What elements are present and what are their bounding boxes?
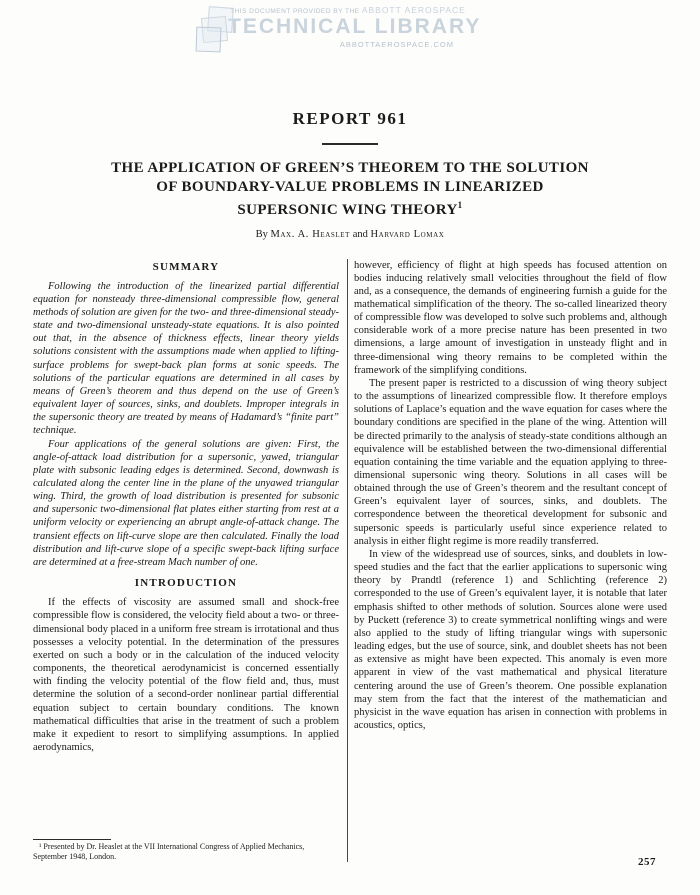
footnote-block <box>33 833 339 862</box>
body-paragraph: The present paper is restricted to a discussion of wing theory subject to the assumptions of linearized compressible flow. It therefore employs solutions of Laplace’s equation and the wave equation for cases where the boundary conditions are specified in the plane of the wing. Attention will be directed primarily to the analysis of steady-state conditions although an equivalence will be established between the two-dimensional differential equation containing the time variable and the equation applying to three-dimensional supersonic wing theory. Solutions in all cases will be obtained through the use of Green’s theorem and the resultant concept of Green’s equivalent layer of sources, sinks, and doublets. The correspondence between the theoretical development for subsonic and supersonic speeds is particularly useful since experience related to analysis in either flight regime is more readily transferred. <box>354 377 667 547</box>
title-line-3 <box>0 196 700 220</box>
watermark <box>228 5 482 49</box>
title-line-3-text: SUPERSONIC WING THEORY <box>237 202 458 218</box>
title-line-2: OF BOUNDARY-VALUE PROBLEMS IN LINEARIZED <box>156 178 544 195</box>
summary-paragraph: Four applications of the general solutions are given: First, the angle-of-attack load distribution for a supersonic, yawed, triangular plate with subsonic leading edges is determined. Second, downwash is calculated along the center line in the plane of the unyawed triangular wing. Third, the growth of load distribution is presented for subsonic and supersonic two-dimensional flat plates either starting from rest at a uniform velocity or experiencing an abrupt angle-of-attack change. The transient effects on lift-curve slope are then calculated. Finally the load distribution and lift-curve slope of a specific swept-back lifting surface are determined at a free-stream Mach number of one. <box>33 438 339 568</box>
right-column <box>354 259 667 862</box>
summary-paragraph: Following the introduction of the linearized partial differential equation for nonsteady three-dimensional compressible flow, general methods of solution are given for the two- and three-dimensional steady-state and two-dimensional unsteady-state equations. It is also pointed out that, in the absence of thickness effects, linear theory yields solutions consistent with the assumptions made when applied to lifting-surface problems for swept-back plan forms at sonic speeds. The solutions of the particular equations are determined in all cases by means of Green’s theorem and thus depend on the use of Green’s equivalent layer of sources, sinks, and doublets. Improper integrals in the supersonic theory are treated by means of Hadamard’s “finite part” technique. <box>33 280 339 437</box>
watermark-technical-library: TECHNICAL LIBRARY <box>228 15 482 38</box>
watermark-website: ABBOTTAEROSPACE.COM <box>339 40 454 49</box>
footnote-text: ¹ Presented by Dr. Heaslet at the VII International Congress of Applied Mechanics, September 1948, London. <box>33 841 305 861</box>
byline-conjunction: and <box>352 228 368 240</box>
abbott-aerospace-logo-icon <box>196 7 242 57</box>
report-number: REPORT 961 <box>292 109 408 128</box>
summary-heading: SUMMARY <box>152 260 220 273</box>
watermark-provided-by-text: THIS DOCUMENT PROVIDED BY THE <box>230 8 360 15</box>
introduction-heading: INTRODUCTION <box>134 577 238 590</box>
body-paragraph: In view of the widespread use of sources, sinks, and doublets in low-speed studies and the fact that the earlier applications to supersonic wing theory by Prandtl (reference 1) and Schlichting (reference 2) corresponded to the use of Green’s equivalent layer, it is notable that later emphasis shifted to other methods of solution. Sources alone were used by Puckett (reference 3) to create symmetrical nonlifting wings and were also applied to the study of lifting triangular wings with supersonic leading edges, but the use of source, sink, and doublet sheets has not been as extensive as might have been expected. This anomaly is even more apparent in view of the vast mathematical and physical literature centering around the use of Green’s theorem. One possible explanation may stem from the fact that the interest of the mathematician and physicist in the wave equation has arisen in connection with problems in acoustics, optics, <box>354 548 667 731</box>
watermark-provided-by <box>228 5 468 15</box>
page-title <box>0 159 700 220</box>
two-column-body <box>33 259 667 862</box>
title-rule <box>322 143 378 145</box>
byline-prefix: By <box>255 228 268 240</box>
footnote-rule <box>33 839 111 840</box>
byline-author-2: Harvard Lomax <box>370 228 445 240</box>
title-line-1: THE APPLICATION OF GREEN’S THEOREM TO THE SOLUTION <box>111 160 589 176</box>
page-number: 257 <box>638 856 656 868</box>
title-footnote-marker: 1 <box>457 200 463 210</box>
logo-square <box>196 27 222 53</box>
introduction-paragraph: If the effects of viscosity are assumed small and shock-free compressible flow is considered, the velocity field about a two- or three-dimensional body placed in a uniform free stream is irrotational and thus possesses a velocity potential. In the determination of the pressures exerted on such a body or in the calculation of the induced velocity components, the theoretical aerodynamicist is concerned essentially with finding the velocity potential of the flow field and, thus, must determine the solution of a second-order nonlinear partial differential equation subject to certain boundary conditions. The known mathematical difficulties that arise in the treatment of such a problem make it expedient to resort to simplifying assumptions. In applied aerodynamics, <box>33 597 339 753</box>
left-column <box>33 259 339 862</box>
byline <box>0 229 700 240</box>
body-paragraph: however, efficiency of flight at high speeds has focused attention on bodies inducing relatively small velocities throughout the field of flow and, as a consequence, the demands of engineering furnish a guide for the mathematical simplification of the theory. The so-called linearized theory of compressible flow was developed to solve such problems and, although considerable work of a more precise nature has been presented in two dimensions, a large amount of investigation in unsteady flight and in three-dimensional wing theory remains to be completed within the framework of the simplifying conditions. <box>354 259 667 376</box>
byline-author-1: Max. A. Heaslet <box>270 228 351 240</box>
column-divider <box>347 259 348 862</box>
watermark-brand: ABBOTT AEROSPACE <box>361 5 466 15</box>
